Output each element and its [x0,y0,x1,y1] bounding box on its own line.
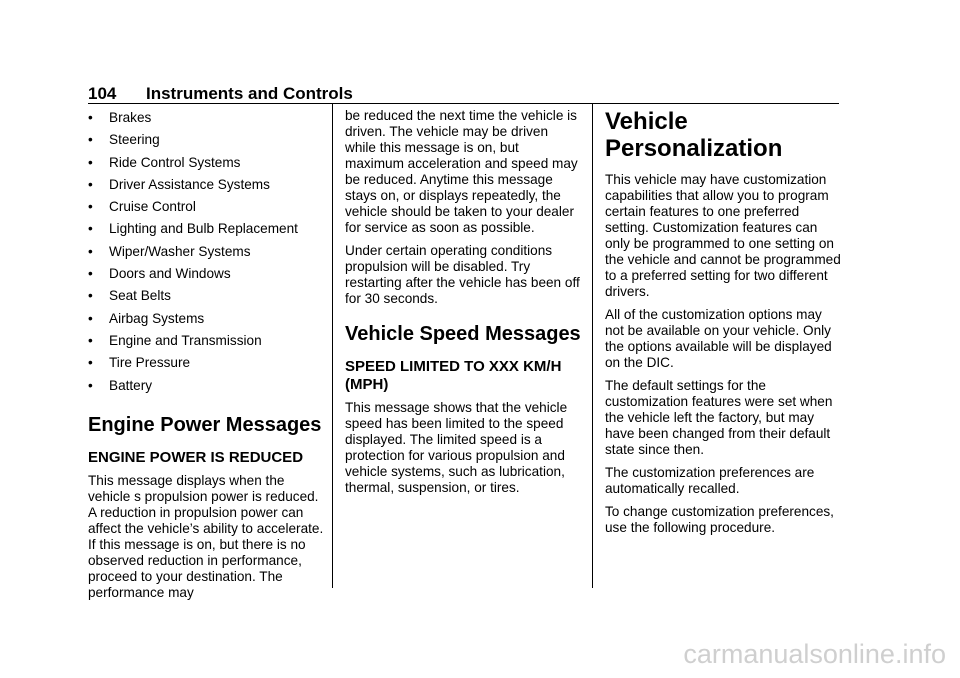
bullet-dot-icon: • [88,377,93,393]
bullet-dot-icon: • [88,243,93,259]
bullet-dot-icon: • [88,332,93,348]
page-number: 104 [88,84,117,103]
bullet-item [88,197,326,219]
personalization-paragraph-4: The customization preferences are automatically recalled. [605,465,815,496]
bullet-item [88,309,326,331]
bullet-text: Driver Assistance Systems [109,176,270,192]
bullet-item [88,353,326,375]
bullet-item [88,264,326,286]
bullet-item [88,108,326,130]
speed-paragraph: This message shows that the vehicle speed has been limited to the speed displayed. The limited speed is a protection for various propulsion and vehicle systems, such as lubrication, thermal, suspension, or tires. [345,400,568,495]
vehicle-personalization-heading: Vehicle Personalization [605,108,783,162]
bullet-text: Battery [109,377,153,393]
column-1 [88,108,326,608]
bullet-dot-icon: • [88,221,93,237]
bullet-item [88,376,326,398]
column-2 [345,108,581,503]
column-divider-1 [332,104,333,588]
bullet-dot-icon: • [88,110,93,125]
engine-power-paragraph: This message displays when the vehicle s propulsion power is reduced. A reduction in propulsion power can affect the vehicle’s ability to accelerate. If this message is on, but there is no observed reduction in performance, proceed to your destination. The performance may [88,472,324,600]
bullet-text: Brakes [109,110,152,125]
bullet-dot-icon: • [88,310,93,326]
bullet-text: Tire Pressure [109,355,191,371]
bullet-text: Engine and Transmission [109,332,262,348]
bullet-text: Airbag Systems [109,310,205,326]
bullet-item [88,242,326,264]
bullet-text: Lighting and Bulb Replacement [109,221,298,237]
system-bullet-list [88,108,326,398]
bullet-dot-icon: • [88,132,93,148]
bullet-dot-icon: • [88,154,93,170]
propulsion-paragraph: Under certain operating conditions propulsion will be disabled. Try restarting after the vehicle has been off for 30 seconds. [345,243,580,306]
bullet-item [88,286,326,308]
bullet-dot-icon: • [88,176,93,192]
column-divider-2 [592,104,593,588]
bullet-text: Cruise Control [109,199,196,215]
bullet-text: Doors and Windows [109,266,231,282]
bullet-text: Ride Control Systems [109,154,241,170]
personalization-paragraph-5: To change customization preferences, use the following procedure. [605,504,834,535]
speed-limited-subheading: SPEED LIMITED TO XXX KM/H (MPH) [345,358,562,393]
bullet-dot-icon: • [88,355,93,371]
engine-power-subheading: ENGINE POWER IS REDUCED [88,448,304,466]
bullet-text: Wiper/Washer Systems [109,243,251,259]
vehicle-speed-heading: Vehicle Speed Messages [345,323,581,345]
section-title: Instruments and Controls [146,84,353,103]
personalization-paragraph-1: This vehicle may have customization capabilities that allow you to program certain features to one preferred setting. Customization features can only be programmed to one setting on the vehicle and cannot be programmed to a preferred setting for two different drivers. [605,172,841,299]
bullet-text: Steering [109,132,160,148]
engine-power-heading: Engine Power Messages [88,413,322,436]
performance-paragraph: be reduced the next time the vehicle is driven. The vehicle may be driven while this message is on, but maximum acceleration and speed may be reduced. Anytime this message stays on, or displays repeatedly, the vehicle should be taken to your dealer for service as soon as possible. [345,108,578,235]
bullet-item [88,153,326,175]
bullet-item [88,219,326,241]
header-rule [88,103,839,104]
bullet-text: Seat Belts [109,288,171,304]
bullet-item [88,130,326,152]
bullet-item [88,175,326,197]
bullet-dot-icon: • [88,266,93,282]
bullet-dot-icon: • [88,199,93,215]
personalization-paragraph-2: All of the customization options may not be available on your vehicle. Only the options available will be displayed on the DIC. [605,307,832,370]
bullet-dot-icon: • [88,288,93,304]
watermark: carmanualsonline.info [683,639,946,669]
page-header [88,84,839,104]
bullet-item [88,331,326,353]
column-3 [605,108,841,543]
personalization-paragraph-3: The default settings for the customization features were set when the vehicle left the factory, but may have been changed from their default state since then. [605,378,833,457]
